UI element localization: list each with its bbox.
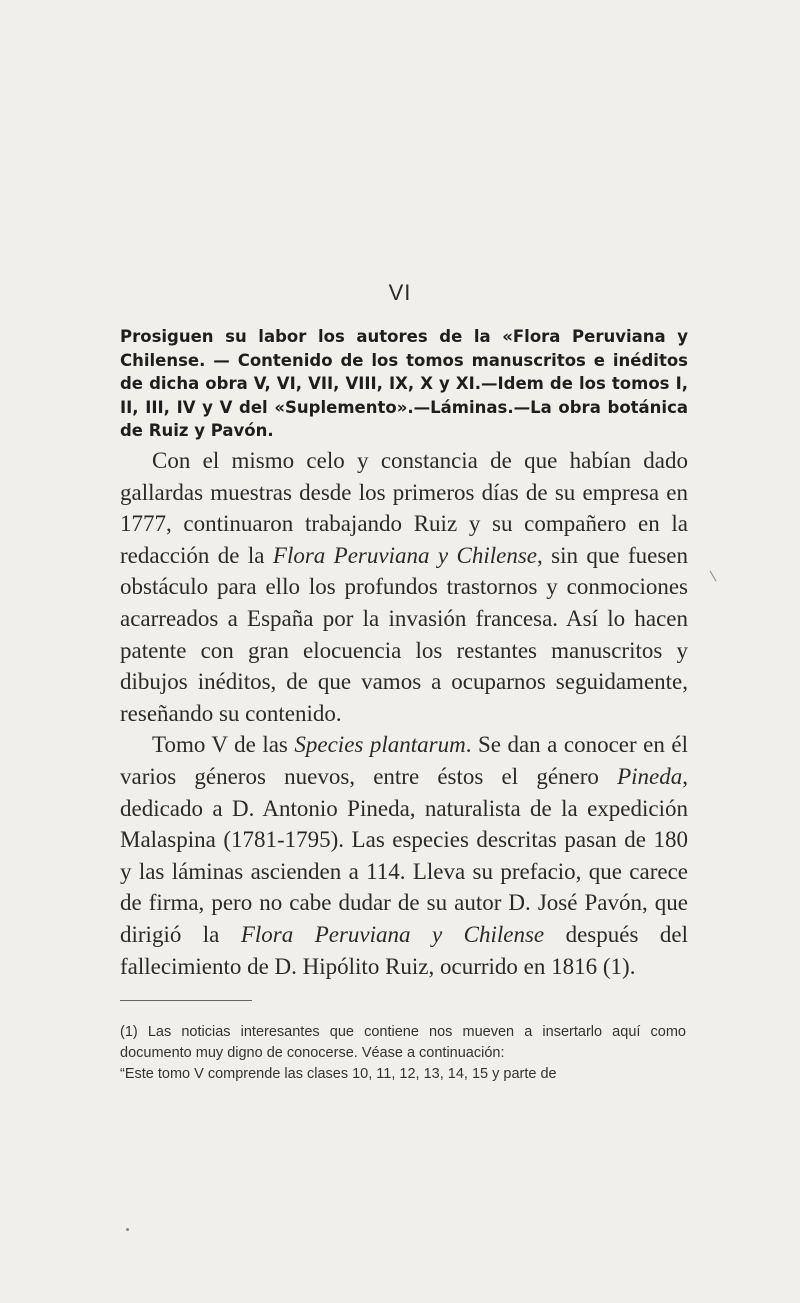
chapter-summary: Prosiguen su labor los autores de la «Flora Peruviana y Chilense. — Contenido de los tomos manuscritos e inéditos de dicha obra V, VI, VII, VIII, IX, X y XI.—Idem de los tomos I, II, III, IV y V del «Suplemento».—Láminas.—La obra botánica de Ruiz y Pavón.	[120, 327, 688, 440]
paragraph-2-part-2: . Se dan a conocer en él varios géneros nuevos, entre éstos el género	[120, 732, 688, 789]
paragraph-1-title-1: Flora Peruviana y Chilense	[272, 542, 537, 568]
paragraph-2-title-2: Pineda	[617, 763, 683, 789]
footnote-divider	[120, 1000, 252, 1001]
paragraph-2	[120, 729, 688, 982]
footnote-line-1: (1) Las noticias interesantes que contiene nos mueven a insertarlo aquí como documento muy digno de conocerse. Véase a continuación:	[120, 1024, 686, 1061]
paragraph-2-title-3: Flora Peruviana y Chilense	[240, 921, 545, 947]
paper-speck	[126, 1228, 129, 1231]
paragraph-2-part-3: , dedicado a D. Antonio Pineda, naturalista de la expedición Malaspina (1781-1795). Las especies descritas pasan de 180 y las láminas ascienden a 114. Lleva su prefacio, que carece de firma, pero no cabe dudar de su autor D. José Pavón, que dirigió la	[120, 763, 688, 947]
paragraph-2-part-1: Tomo V de las	[152, 732, 295, 758]
paragraph-1	[120, 445, 688, 729]
footnote	[120, 1022, 686, 1085]
chapter-number: VI	[388, 280, 412, 305]
body-text	[120, 445, 688, 982]
margin-pencil-mark	[710, 567, 724, 582]
paragraph-2-part-4: después del fallecimiento de D. Hipólito Ruiz, ocurrido en 1816 (1).	[120, 921, 688, 979]
paragraph-2-title-1: Species plantarum	[294, 732, 466, 758]
paragraph-1-part-2: , sin que fuesen obstáculo para ello los profundos trastornos y conmociones acarreados a España por la invasión francesa. Así lo hacen patente con gran elocuencia los restantes manuscritos y dibujos inéditos, de que vamos a ocuparnos seguidamente, reseñando su contenido.	[120, 542, 688, 726]
footnote-line-2: “Este tomo V comprende las clases 10, 11, 12, 13, 14, 15 y parte de	[120, 1066, 557, 1082]
paragraph-1-part-1: Con el mismo celo y constancia de que habían dado gallardas muestras desde los primeros días de su empresa en 1777, continuaron trabajando Ruiz y su compañero en la redacción de la	[120, 448, 688, 568]
